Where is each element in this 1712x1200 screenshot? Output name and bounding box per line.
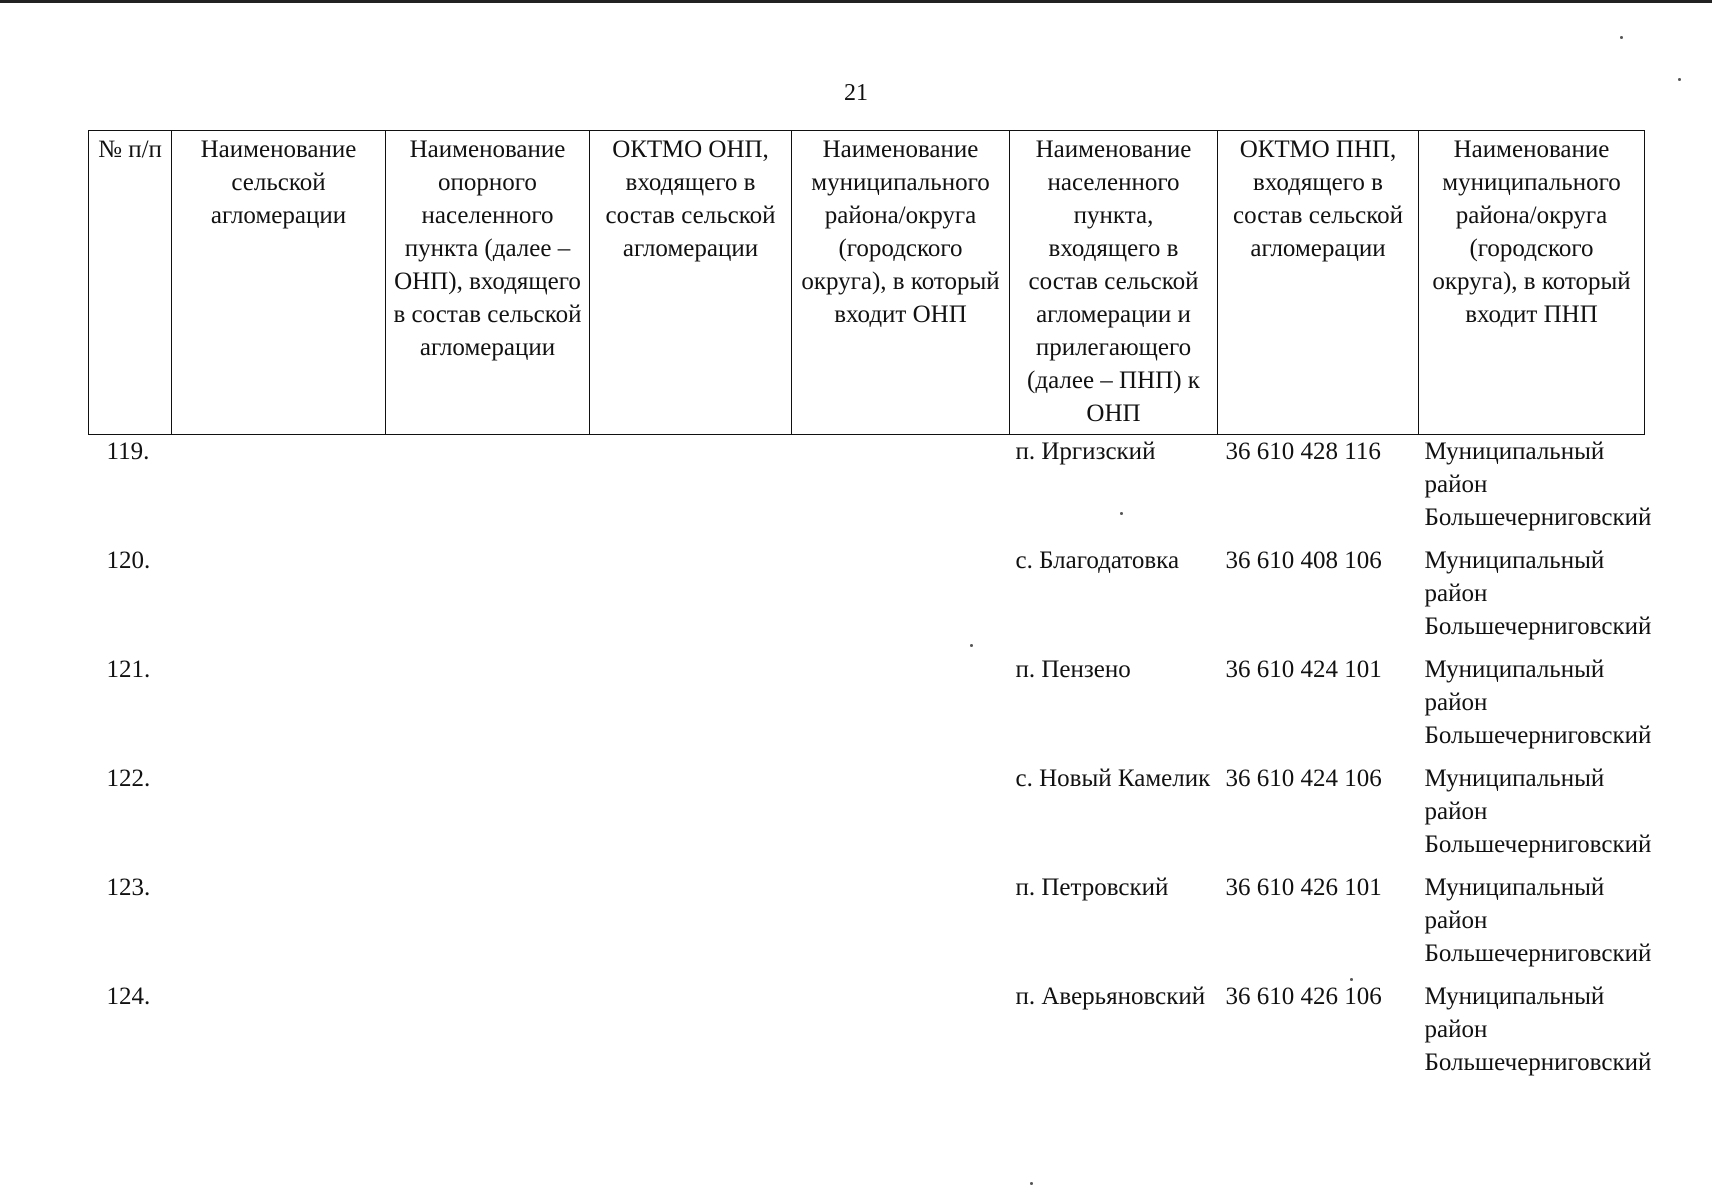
- scan-speck: [970, 644, 973, 647]
- header-pnp-oktmo: ОКТМО ПНП, входящего в состав сельской агломерации: [1218, 131, 1419, 435]
- onp-district-cell: [792, 980, 1010, 1089]
- agglomeration-cell: [172, 544, 386, 653]
- page-number: 21: [844, 80, 868, 106]
- agglomeration-cell: [172, 653, 386, 762]
- onp-district-cell: [792, 653, 1010, 762]
- pnp-district-cell: Муниципальный район Большечерниговский: [1424, 655, 1652, 749]
- header-agglomeration-name: Наименование сельской агломерации: [172, 131, 386, 435]
- onp-district-cell: [792, 544, 1010, 653]
- table-row: [89, 653, 1645, 762]
- onp-name-cell: [386, 544, 590, 653]
- pnp-oktmo-cell: 36 610 426 106: [1225, 982, 1382, 1010]
- pnp-oktmo-cell: 36 610 424 101: [1225, 655, 1382, 683]
- header-row: [89, 131, 1645, 435]
- table-row: [89, 980, 1645, 1089]
- onp-district-cell: [792, 435, 1010, 544]
- scan-speck: [1620, 36, 1623, 39]
- header-pnp-name: Наименование населенного пункта, входящего в состав сельской агломерации и прилегающего (далее – ПНП) к ОНП: [1010, 131, 1218, 435]
- pnp-district-cell: Муниципальный район Большечерниговский: [1424, 438, 1652, 531]
- agglomeration-cell: [172, 435, 386, 544]
- onp-name-cell: [386, 653, 590, 762]
- row-number: 124.: [106, 982, 151, 1010]
- settlements-table: [88, 130, 1652, 1089]
- scan-speck: [1030, 1182, 1033, 1185]
- pnp-oktmo-cell: 36 610 408 106: [1225, 546, 1382, 574]
- row-number: 120.: [106, 546, 151, 574]
- pnp-oktmo-cell: 36 610 424 106: [1225, 764, 1382, 792]
- onp-name-cell: [386, 871, 590, 980]
- pnp-name-cell: п. Пензено: [1015, 655, 1131, 683]
- onp-district-cell: [792, 762, 1010, 871]
- header-pnp-district: Наименование муниципального района/округа (городского округа), в который входит ПНП: [1419, 131, 1645, 435]
- onp-oktmo-cell: [590, 980, 792, 1089]
- row-number: 121.: [106, 655, 151, 683]
- agglomeration-cell: [172, 871, 386, 980]
- header-onp-district: Наименование муниципального района/округа (городского округа), в который входит ОНП: [792, 131, 1010, 435]
- header-row-number: № п/п: [89, 131, 172, 435]
- onp-oktmo-cell: [590, 544, 792, 653]
- scan-top-edge: [0, 0, 1712, 3]
- pnp-district-cell: Муниципальный район Большечерниговский: [1424, 873, 1652, 967]
- scan-speck: [1678, 78, 1681, 81]
- onp-oktmo-cell: [590, 762, 792, 871]
- onp-oktmo-cell: [590, 871, 792, 980]
- onp-oktmo-cell: [590, 653, 792, 762]
- onp-district-cell: [792, 871, 1010, 980]
- row-number: 123.: [106, 873, 151, 901]
- onp-name-cell: [386, 762, 590, 871]
- table-row: [89, 435, 1645, 544]
- scan-speck: [1350, 978, 1353, 981]
- table-row: [89, 544, 1645, 653]
- table-body: [89, 435, 1652, 1089]
- agglomeration-cell: [172, 980, 386, 1089]
- pnp-oktmo-cell: 36 610 426 101: [1225, 873, 1382, 901]
- table-row: [89, 762, 1645, 871]
- pnp-name-cell: с. Новый Камелик: [1015, 764, 1211, 792]
- table-row: [89, 871, 1645, 980]
- table-header: [89, 131, 1645, 435]
- row-number: 119.: [106, 438, 150, 465]
- onp-name-cell: [386, 980, 590, 1089]
- pnp-name-cell: п. Иргизский: [1015, 438, 1156, 465]
- agglomeration-cell: [172, 762, 386, 871]
- scan-speck: [1120, 512, 1123, 515]
- pnp-district-cell: Муниципальный район Большечерниговский: [1424, 546, 1652, 640]
- onp-oktmo-cell: [590, 435, 792, 544]
- pnp-name-cell: п. Аверьяновский: [1015, 982, 1206, 1010]
- header-onp-name: Наименование опорного населенного пункта (далее – ОНП), входящего в состав сельской агломерации: [386, 131, 590, 435]
- pnp-name-cell: с. Благодатовка: [1015, 546, 1180, 574]
- pnp-oktmo-cell: 36 610 428 116: [1225, 438, 1381, 465]
- pnp-name-cell: п. Петровский: [1015, 873, 1169, 901]
- pnp-district-cell: Муниципальный район Большечерниговский: [1424, 764, 1652, 858]
- header-onp-oktmo: ОКТМО ОНП, входящего в состав сельской агломерации: [590, 131, 792, 435]
- onp-name-cell: [386, 435, 590, 544]
- row-number: 122.: [106, 764, 151, 792]
- pnp-district-cell: Муниципальный район Большечерниговский: [1424, 982, 1652, 1076]
